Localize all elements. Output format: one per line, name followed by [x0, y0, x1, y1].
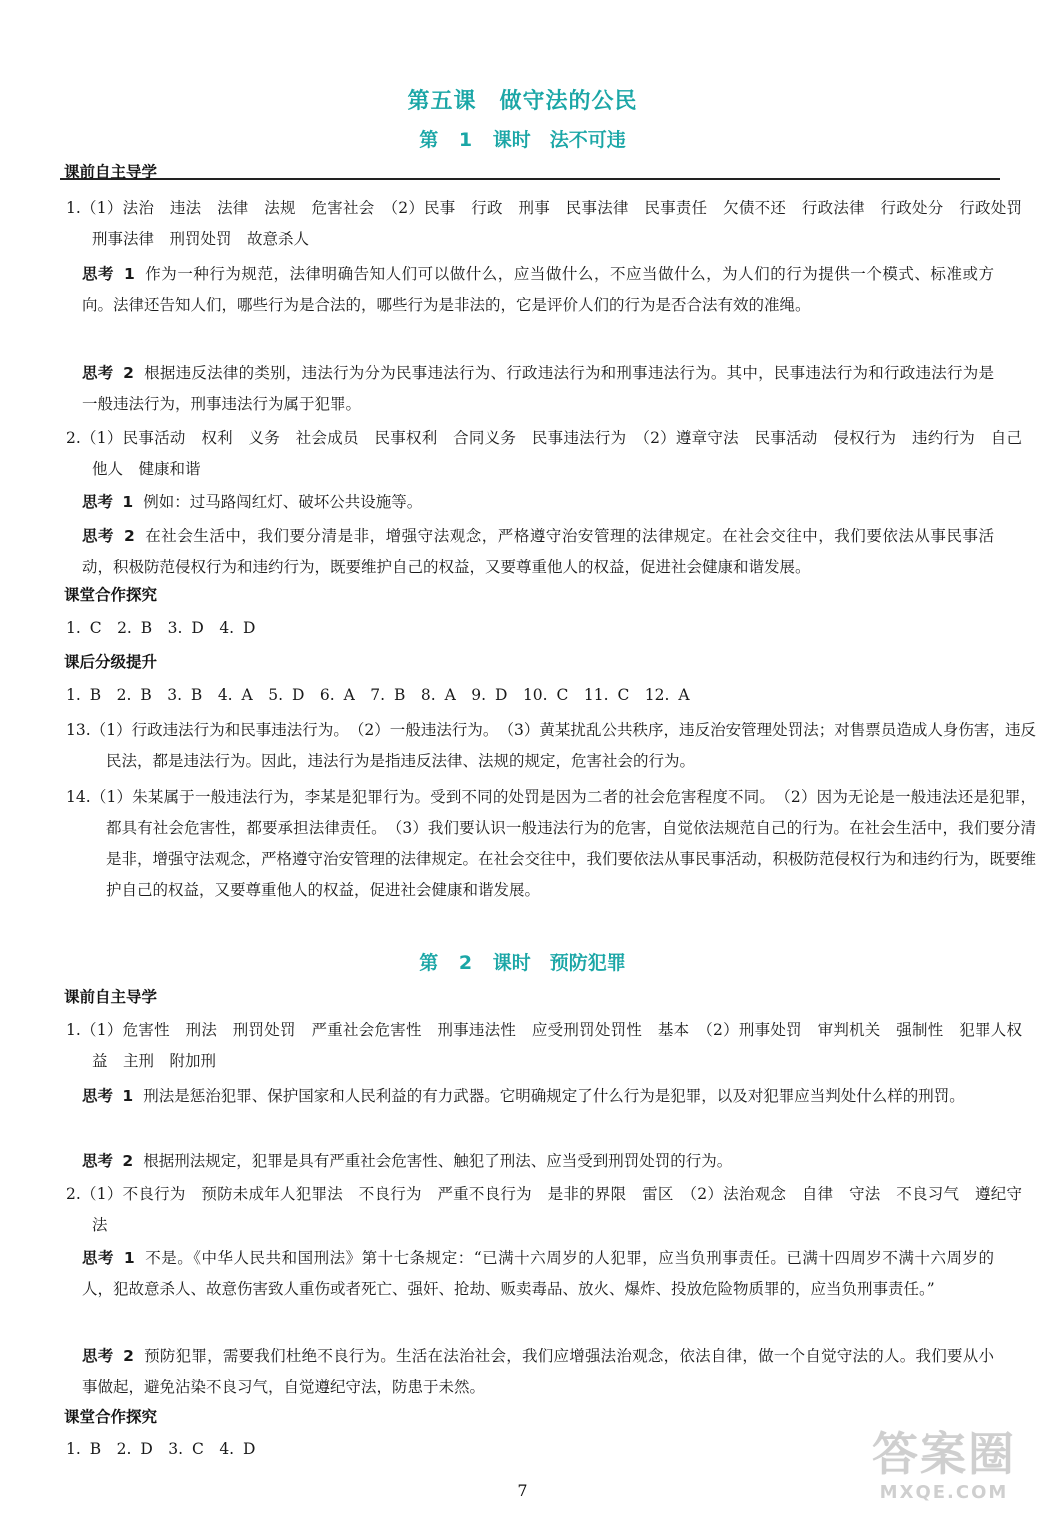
think-block [82, 521, 994, 583]
section-heading-preview: 课前自主导学 [64, 163, 158, 181]
section-heading-coop: 课堂合作探究 [64, 586, 158, 604]
think-text: 不是。《中华人民共和国刑法》第十七条规定：“已满十六周岁的人犯罪，应当负刑事责任。已满十四周岁不满十六周岁的人，犯故意杀人、故意伤害致人重伤或者死亡、强奸、抢劫、贩卖毒品、放火、爆炸、投放危险物质罪的，应当负刑事责任。” [82, 1249, 994, 1298]
sub-title-lesson-1: 第 1 课时 法不可违 [419, 129, 626, 151]
section-heading-after-class: 课后分级提升 [64, 653, 158, 671]
think-text: 在社会生活中，我们要分清是非，增强守法观念，严格遵守治安管理的法律规定。在社会交往中，我们要依法从事民事活动，积极防范侵权行为和违约行为，既要维护自己的权益，又要尊重他人的权益，促进社会健康和谐发展。 [82, 527, 994, 576]
think-text: 作为一种行为规范，法律明确告知人们可以做什么，应当做什么，不应当做什么，为人们的行为提供一个模式、标准或方向。法律还告知人们，哪些行为是合法的，哪些行为是非法的，它是评价人们的行为是否合法有效的准绳。 [82, 265, 994, 314]
answer-1: 1.（1）法治 违法 法律 法规 危害社会 （2）民事 行政 刑事 民事法律 民事责任 欠债不还 行政法律 行政处分 行政处罚 刑事法律 刑罚处罚 故意杀人 [66, 199, 1038, 248]
think-label: 思考 1 [82, 493, 134, 511]
answer-2: 2.（1）不良行为 预防未成年人犯罪法 不良行为 严重不良行为 是非的界限 雷区 （2）法治观念 自律 守法 不良习气 遵纪守法 [66, 1185, 1022, 1234]
think-block [82, 259, 994, 321]
sub-title-lesson-2: 第 2 课时 预防犯罪 [419, 952, 626, 974]
think-block [82, 487, 994, 518]
think-label: 思考 2 [82, 1347, 134, 1365]
think-block [82, 358, 994, 420]
think-block [82, 1243, 994, 1305]
coop-answers: 1. C 2. B 3. D 4. D [66, 619, 256, 637]
think-text: 根据刑法规定，犯罪是具有严重社会危害性、触犯了刑法、应当受到刑罚处罚的行为。 [143, 1152, 733, 1170]
watermark-logo [859, 1426, 1029, 1526]
answer-14: 14.（1）朱某属于一般违法行为，李某是犯罪行为。受到不同的处罚是因为二者的社会危害程度不同。 （2）因为无论是一般违法还是犯罪，都具有社会危害性，都要承担法律责任。 （3）我们要认识一般违法行为的危害，自觉依法规范自己的行为。在社会生活中，我们要分清是非，增强守法观念，严格遵守治安管理的法律规定。在社会交往中，我们要依法从事民事活动，积极防范侵权行为和违约行为，既要维护自己的权益，又要尊重他人的权益，促进社会健康和谐发展。 [66, 788, 1037, 899]
think-text: 根据违反法律的类别，违法行为分为民事违法行为、行政违法行为和刑事违法行为。其中，民事违法行为和行政违法行为是一般违法行为，刑事违法行为属于犯罪。 [82, 364, 994, 413]
watermark-site-text: MXQE.COM [879, 1482, 1009, 1503]
answer-2: 2.（1）民事活动 权利 义务 社会成员 民事权利 合同义务 民事违法行为 （2）遵章守法 民事活动 侵权行为 违约行为 自己 他人 健康和谐 [66, 429, 1038, 478]
lesson-title: 第五课 做守法的公民 [407, 89, 638, 114]
after-class-answers: 1. B 2. B 3. B 4. A 5. D 6. A 7. B 8. A 9. D 10. C 11. C 12. A [66, 686, 690, 704]
think-block [82, 1146, 994, 1177]
think-text: 刑法是惩治犯罪、保护国家和人民利益的有力武器。它明确规定了什么行为是犯罪，以及对犯罪应当判处什么样的刑罚。 [143, 1087, 965, 1105]
answer-13: 13.（1）行政违法行为和民事违法行为。 （2）一般违法行为。 （3）黄某扰乱公共秩序，违反治安管理处罚法；对售票员造成人身伤害，违反民法，都是违法行为。因此，违法行为是指违反法律、法规的规定，危害社会的行为。 [66, 721, 1036, 770]
watermark-main-text: 答案圈 [872, 1427, 1016, 1481]
think-label: 思考 1 [82, 1087, 134, 1105]
header-divider [60, 178, 1000, 180]
think-block [82, 1341, 994, 1403]
think-label: 思考 2 [82, 364, 134, 382]
think-label: 思考 1 [82, 265, 135, 283]
think-label: 思考 2 [82, 527, 135, 545]
section-heading-preview: 课前自主导学 [64, 988, 158, 1006]
section-heading-coop: 课堂合作探究 [64, 1408, 158, 1426]
think-text: 例如：过马路闯红灯、破坏公共设施等。 [143, 493, 423, 511]
answer-1: 1.（1）危害性 刑法 刑罚处罚 严重社会危害性 刑事违法性 应受刑罚处罚性 基本 （2）刑事处罚 审判机关 强制性 犯罪人权益 主刑 附加刑 [66, 1021, 1022, 1070]
think-text: 预防犯罪，需要我们杜绝不良行为。生活在法治社会，我们应增强法治观念，依法自律，做一个自觉守法的人。我们要从小事做起，避免沾染不良习气，自觉遵纪守法，防患于未然。 [82, 1347, 994, 1396]
think-label: 思考 2 [82, 1152, 134, 1170]
page-number: 7 [517, 1481, 528, 1500]
think-label: 思考 1 [82, 1249, 135, 1267]
think-block [82, 1081, 994, 1112]
coop-answers: 1. B 2. D 3. C 4. D [66, 1440, 256, 1458]
